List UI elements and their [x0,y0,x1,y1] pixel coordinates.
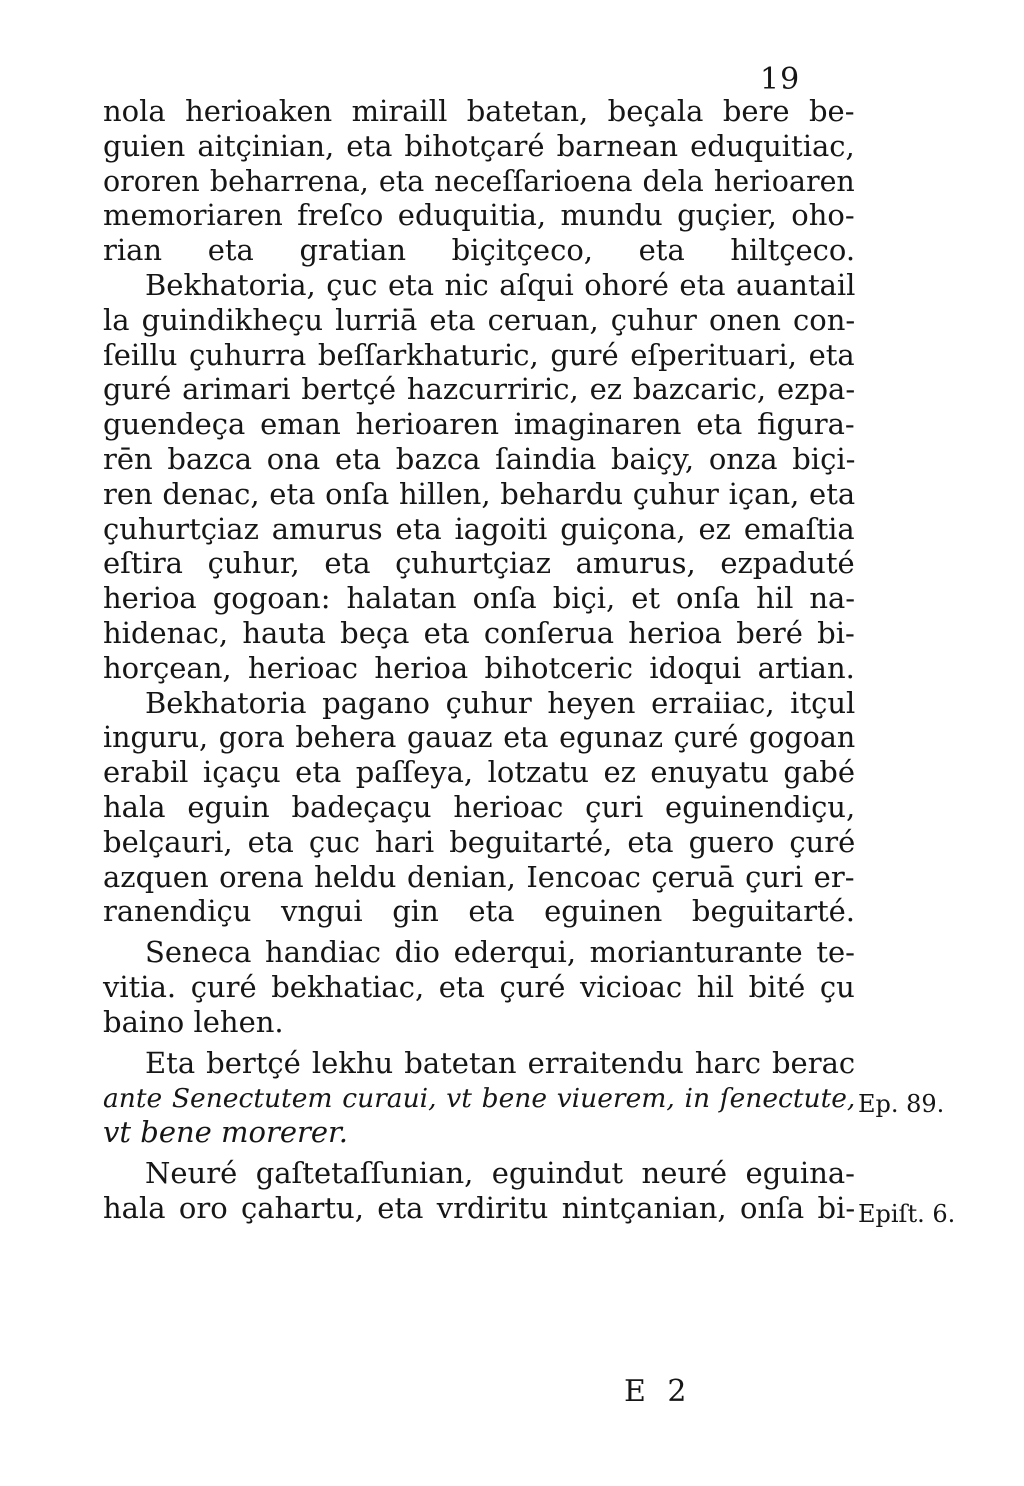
margin-note-ep-89: Ep. 89. [858,1090,945,1118]
text-line: hala eguin badeçaçu herioac çuri eguinendiçu, [103,789,856,824]
text-line: ranendiçu vngui gin eta eguinen beguitarté. [103,894,855,929]
text-line: çuhurtçiaz amurus eta iagoiti guiçona, ez emaſtia [103,511,855,546]
text-line: memoriaren freſco eduquitia, mundu guçier, oho- [103,198,855,233]
text-line: nola herioaken miraill batetan, beçala bere be- [103,94,855,128]
text-line: Bekhatoria, çuc eta nic aſqui ohoré eta auantail [145,267,856,302]
text-line: rēn bazca ona eta bazca ſaindia baiçy, onza biçi- [103,441,856,476]
text-line: baino lehen. [103,1004,284,1039]
text-line: vt bene morerer. [103,1115,348,1150]
text-line: ſeillu çuhurra beſſarkhaturic, guré eſperituari, eta [103,337,855,372]
text-line: guré arimari bertçé hazcurriric, ez bazcaric, ezpa- [103,372,856,407]
text-line: ororen beharrena, eta neceſſarioena dela herioaren [103,164,855,198]
text-line: inguru, gora behera gauaz eta egunaz çuré gogoan [103,721,856,755]
text-line: guien aitçinian, eta bihotçaré barnean eduquitiac, [103,128,855,163]
text-line: ren denac, eta onſa hillen, behardu çuhur içan, eta [103,476,856,511]
body-text [103,94,855,1226]
text-line: belçauri, eta çuc hari beguitarté, eta guero çuré [103,824,856,859]
margin-note-epist-6: Epiſt. 6. [858,1200,956,1228]
text-line: hidenac, hauta beça eta conſerua herioa beré bi- [103,615,855,650]
text-line: Seneca handiac dio ederqui, morianturante te- [145,935,855,970]
text-line: herioa gogoan: halatan onſa biçi, et onſa hil na- [103,581,856,616]
text-line: guendeça eman herioaren imaginaren eta figura- [103,407,855,442]
text-line: Bekhatoria pagano çuhur heyen erraiiac, itçul [145,685,856,720]
text-line: eſtira çuhur, eta çuhurtçiaz amurus, ezpaduté [103,546,855,581]
text-line: azquen orena heldu denian, Iencoac çeruā çuri er- [103,859,855,894]
page-number: 19 [760,62,801,97]
text-line: la guindikheçu lurriā eta ceruan, çuhur onen con- [103,302,856,337]
text-line: ante Senectutem curaui, vt bene viuerem, in ſenectute, [103,1083,856,1115]
text-line: Eta bertçé lekhu batetan erraitendu harc berac [145,1045,856,1080]
text-line: vitia. çuré bekhatiac, eta çuré vicioac hil bité çu [103,969,855,1004]
text-line: rian eta gratian biçitçeco, eta hiltçeco. [103,233,856,268]
signature-mark: E 2 [624,1374,693,1409]
text-line: horçean, herioac herioa bihotceric idoqui artian. [103,650,855,685]
text-line: erabil içaçu eta paſſeya, lotzatu ez enuyatu gabé [103,755,855,790]
text-line: hala oro çahartu, eta vrdiritu nintçanian, onſa bi- [103,1190,856,1225]
text-line: Neuré gaſtetaſſunian, eguindut neuré eguina- [145,1155,855,1190]
